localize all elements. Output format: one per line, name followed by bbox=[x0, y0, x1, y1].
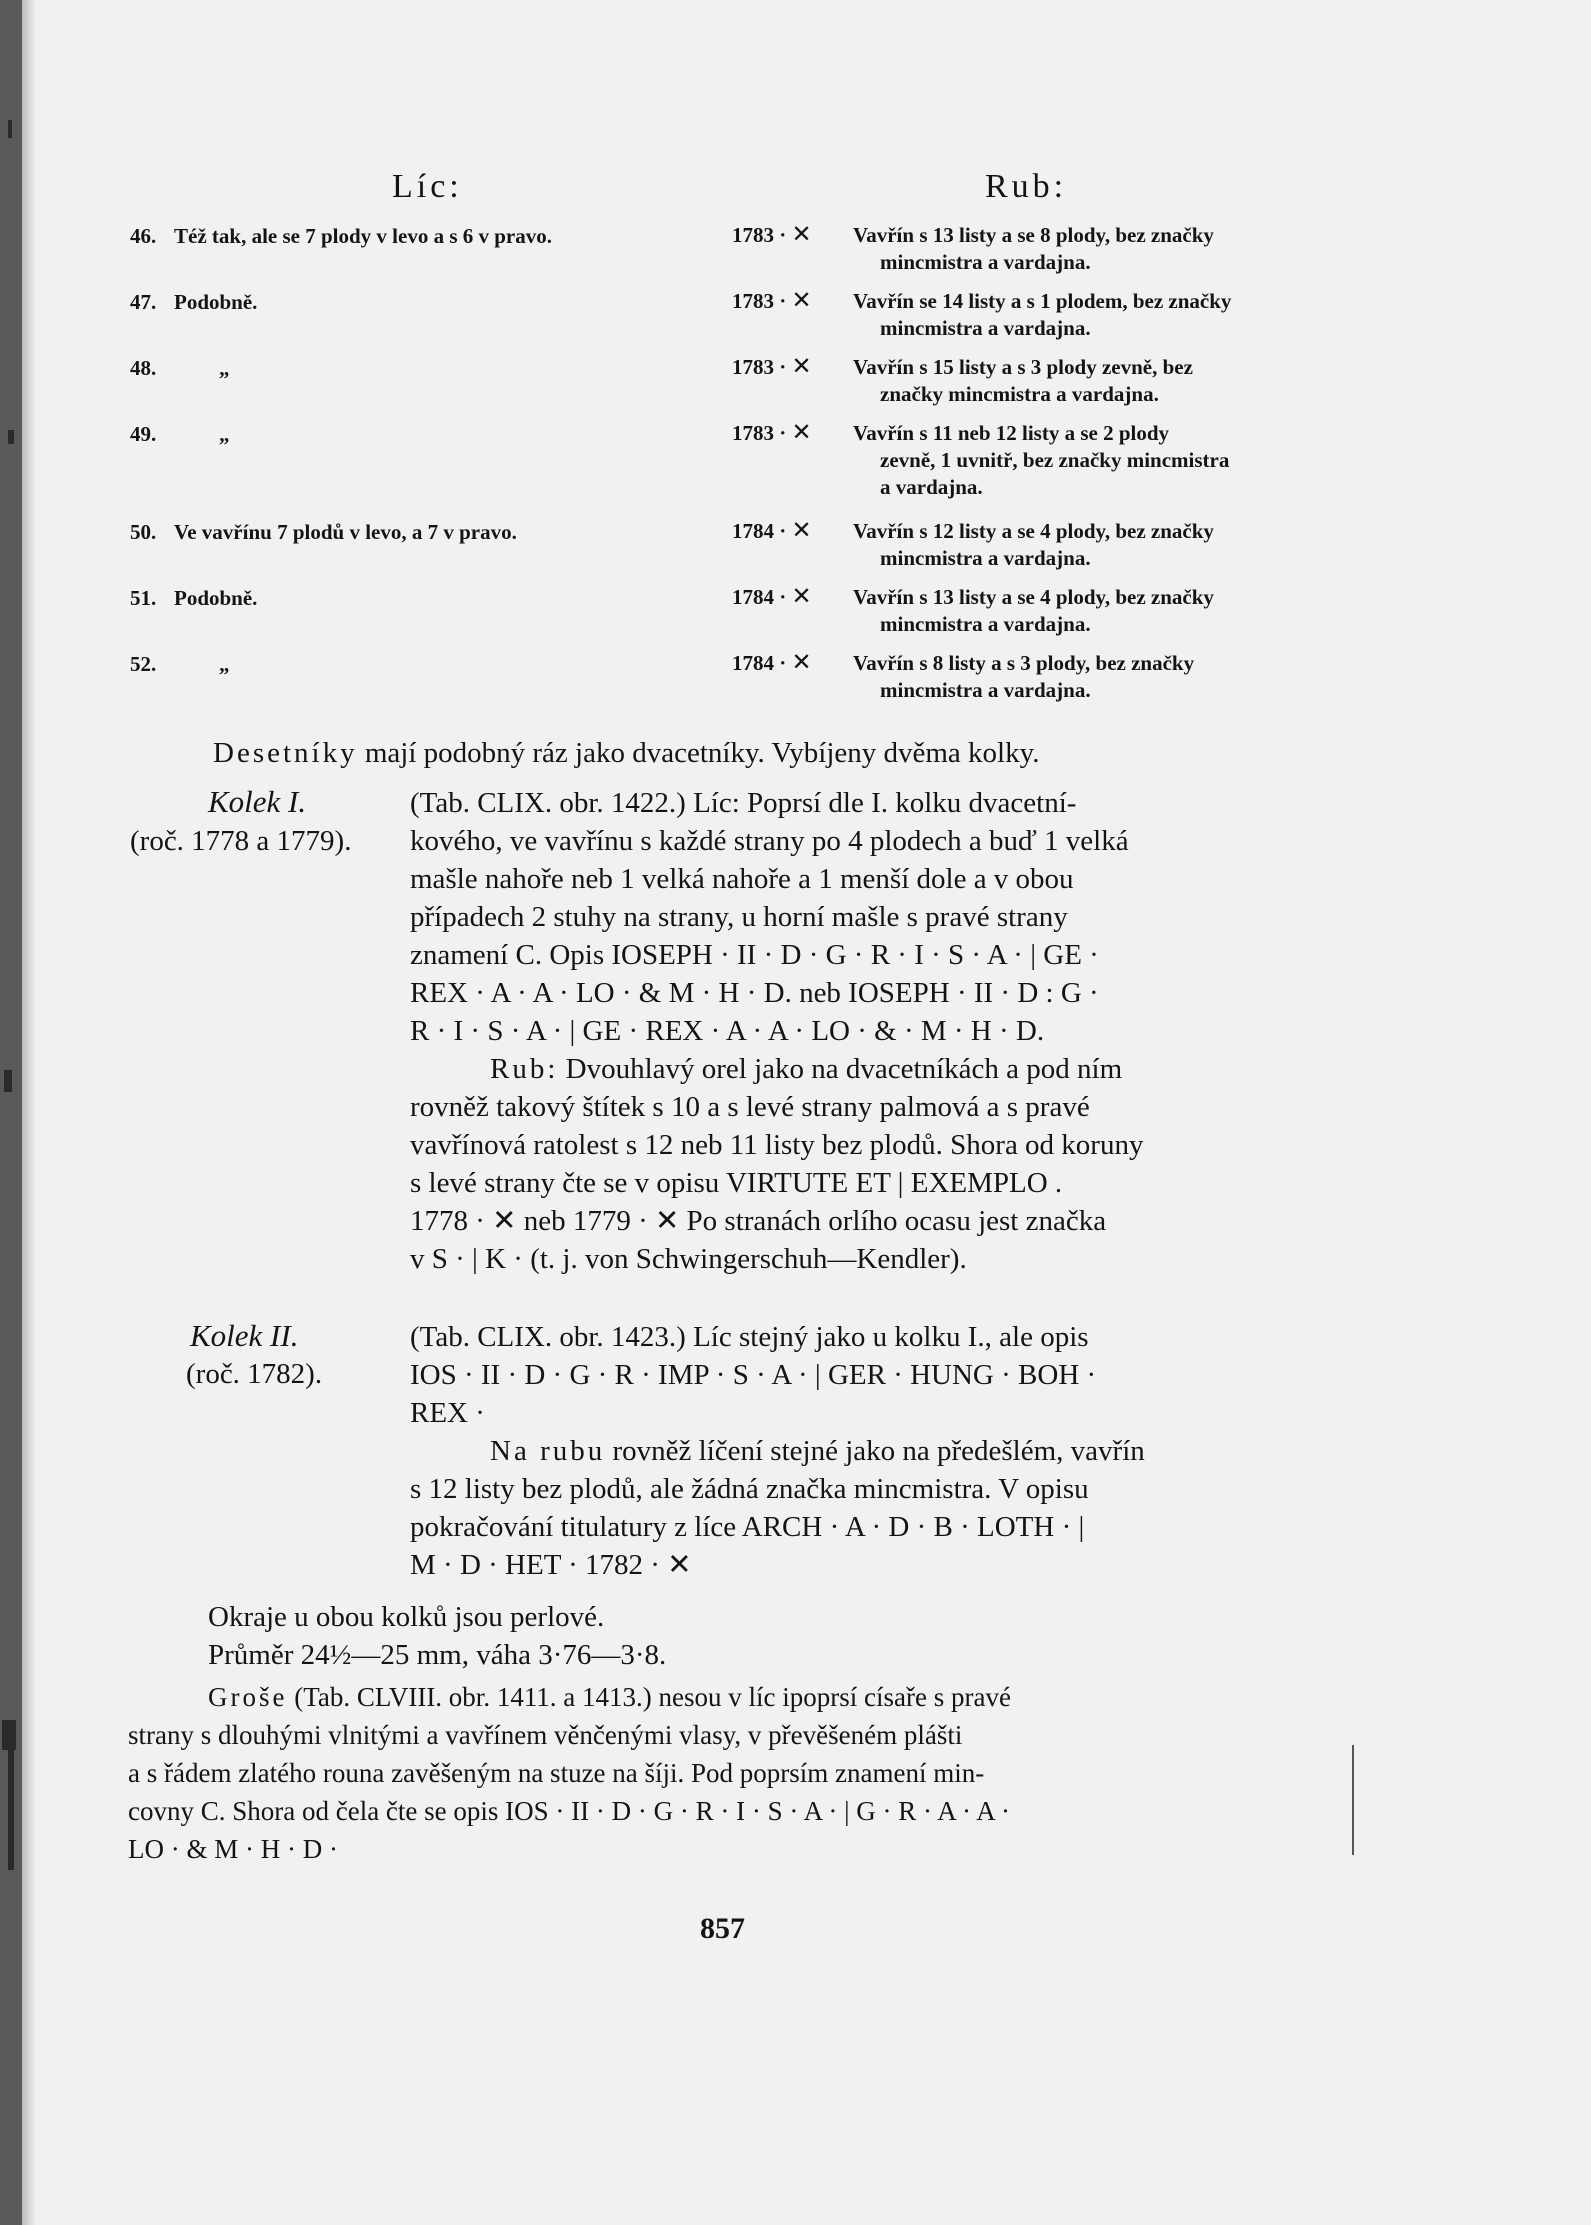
cross-icon: ✕ bbox=[791, 354, 812, 380]
entry-51-rub: 1784 · ✕ Vavřín s 13 listy a se 4 plody, bez značky mincmistra a vardajna. bbox=[732, 584, 1214, 636]
kolek1-lic-text: (Tab. CLIX. obr. 1422.) Líc: Poprsí dle I. kolku dvacetní- kového, ve vavřínu s každé strany po 4 plodech a buď 1 velká mašle nahoře neb 1 velká nahoře a 1 menší dole a v obou případech 2 stuhy na strany, u horní mašle s pravé strany znamení C. Opis IOSEPH · II · D · G · R · I · S · A · | GE · REX · A · A · LO · & M · H · D. neb IOSEPH · II · D : G · R · I · S · A · | GE · REX · A · A · LO · & · M · H · D. Rub: Dvouhlavý orel jako na dvacetníkách a pod ním rovněž takový štítek s 10 a s levé strany palmová a s pravé vavřínová ratolest s 12 neb 11 listy bez plodů. Shora od koruny s levé strany čte se v opisu VIRTUTE ET | EXEMPLO . 1778 · ✕ neb 1779 · ✕ Po stranách orlího ocasu jest značka v S · | K · (t. j. von Schwingerschuh—Kendler). bbox=[410, 787, 1144, 1275]
scan-mark bbox=[2, 1720, 16, 1750]
cross-icon: ✕ bbox=[791, 288, 812, 314]
entry-50-rub: 1784 · ✕ Vavřín s 12 listy a se 4 plody, bez značky mincmistra a vardajna. bbox=[732, 518, 1214, 570]
entry-47-rub: 1783 · ✕ Vavřín se 14 listy a s 1 plodem, bez značky mincmistra a vardajna. bbox=[732, 288, 1232, 340]
entry-52-rub: 1784 · ✕ Vavřín s 8 listy a s 3 plody, bez značky mincmistra a vardajna. bbox=[732, 650, 1195, 702]
entry-48-lic: 48. „ bbox=[130, 356, 230, 380]
scan-mark bbox=[8, 120, 12, 138]
entry-46-lic: 46. Též tak, ale se 7 plody v levo a s 6 v pravo. bbox=[130, 224, 552, 248]
kolek2-label: Kolek II. bbox=[190, 1318, 299, 1353]
kolek1-label: Kolek I. bbox=[208, 784, 307, 819]
kolek1-years: (roč. 1778 a 1779). bbox=[130, 825, 352, 857]
scan-mark bbox=[8, 1750, 14, 1870]
cross-icon: ✕ bbox=[791, 584, 812, 610]
entry-52-lic: 52. „ bbox=[130, 652, 230, 676]
grose-paragraph: Groše (Tab. CLVIII. obr. 1411. a 1413.) nesou v líc ipoprsí císaře s pravé strany s dlouhými vlnitými a vavřínem věnčenými vlasy, v převěšeném plášti a s řádem zlatého rouna zavěšeným na stuze na šíji. Pod poprsím znamení min- covny C. Shora od čela čte se opis IOS · II · D · G · R · I · S · A · | G · R · A · A · LO · & M · H · D · bbox=[128, 1682, 1011, 1864]
rub-header: Rub: bbox=[985, 168, 1068, 205]
entry-46-rub: 1783 · ✕ Vavřín s 13 listy a se 8 plody, bez značky mincmistra a vardajna. bbox=[732, 222, 1214, 274]
entry-47-lic: 47. Podobně. bbox=[130, 290, 258, 314]
page-number: 857 bbox=[700, 1912, 745, 1945]
entry-49-rub: 1783 · ✕ Vavřín s 11 neb 12 listy a se 2 plody zevně, 1 uvnitř, bez značky mincmistra a vardajna. bbox=[732, 420, 1230, 499]
diameter-note: Průměr 24½—25 mm, váha 3·76—3·8. bbox=[208, 1639, 667, 1671]
scan-mark bbox=[8, 430, 14, 444]
edges-note: Okraje u obou kolků jsou perlové. bbox=[208, 1601, 605, 1633]
cross-icon: ✕ bbox=[791, 518, 812, 544]
entry-50-lic: 50. Ve vavřínu 7 plodů v levo, a 7 v pravo. bbox=[130, 520, 517, 544]
scan-mark bbox=[4, 1070, 12, 1092]
intro-paragraph: Desetníky mají podobný ráz jako dvacetníky. Vybíjeny dvěma kolky. bbox=[213, 737, 1040, 769]
kolek2-years: (roč. 1782). bbox=[186, 1358, 323, 1390]
cross-icon: ✕ bbox=[791, 222, 812, 248]
cross-icon: ✕ bbox=[791, 420, 812, 446]
kolek2-text: (Tab. CLIX. obr. 1423.) Líc stejný jako u kolku I., ale opis IOS · II · D · G · R · IMP · S · A · | GER · HUNG · BOH · REX · Na rubu rovněž líčení stejné jako na předešlém, vavřín s 12 listy bez plodů, ale žádná značka mincmistra. V opisu pokračování titulatury z líce ARCH · A · D · B · LOTH · | M · D · HET · 1782 · ✕ bbox=[410, 1321, 1145, 1581]
page-edge-shadow bbox=[22, 0, 36, 2225]
lic-header: Líc: bbox=[392, 168, 463, 205]
entry-48-rub: 1783 · ✕ Vavřín s 15 listy a s 3 plody zevně, bez značky mincmistra a vardajna. bbox=[732, 354, 1193, 406]
scan-mark bbox=[1352, 1745, 1354, 1855]
entry-49-lic: 49. „ bbox=[130, 422, 230, 446]
entry-51-lic: 51. Podobně. bbox=[130, 586, 258, 610]
cross-icon: ✕ bbox=[791, 650, 812, 676]
